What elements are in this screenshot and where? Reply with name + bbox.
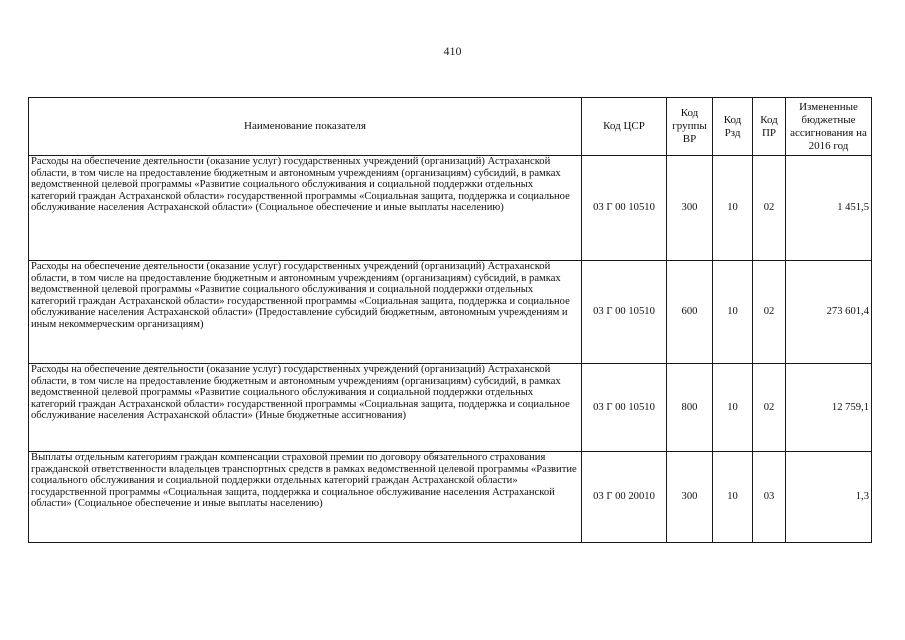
header-vr: Код группы ВР [667,98,713,156]
row-vr: 800 [667,364,713,452]
row-csr: 03 Г 00 10510 [582,261,667,364]
row-amount: 1,3 [786,452,872,543]
row-pr: 02 [753,364,786,452]
header-rzd: Код Рзд [713,98,753,156]
row-amount: 273 601,4 [786,261,872,364]
table-row [29,452,872,543]
row-name: Расходы на обеспечение деятельности (оказание услуг) государственных учреждений (организаций) Астраханской области, в том числе на предоставление бюджетным и автономным учреждениям (организациям) субсидий, в рамках ведомственной целевой программы «Развитие социального обслуживания и социальной поддержки отдельных категорий граждан Астраханской области» государственной программы «Социальная защита, поддержка и социальное обслуживание населения Астраханской области» (Социальное обеспечение и иные выплаты населению) [29,156,582,261]
table-row [29,364,872,452]
budget-table [28,97,872,543]
row-name: Выплаты отдельным категориям граждан компенсации страховой премии по договору обязательного страхования гражданской ответственности владельцев транспортных средств в рамках ведомственной целевой программы «Развитие социального обслуживания и социальной поддержки отдельных категорий граждан Астраханской области» государственной программы «Социальная защита, поддержка и социальное обслуживание населения Астраханской области» (Социальное обеспечение и иные выплаты населению) [29,452,582,543]
table-body [29,156,872,543]
row-vr: 300 [667,156,713,261]
header-pr: Код ПР [753,98,786,156]
page-number: 410 [443,44,462,58]
header-amount: Измененные бюджетные ассигнования на 2016 год [786,98,872,156]
row-rzd: 10 [713,364,753,452]
table-row [29,261,872,364]
row-pr: 02 [753,261,786,364]
row-rzd: 10 [713,261,753,364]
row-vr: 600 [667,261,713,364]
table-header [29,98,872,156]
row-pr: 03 [753,452,786,543]
row-vr: 300 [667,452,713,543]
table-row [29,156,872,261]
row-csr: 03 Г 00 10510 [582,364,667,452]
row-amount: 1 451,5 [786,156,872,261]
row-name: Расходы на обеспечение деятельности (оказание услуг) государственных учреждений (организаций) Астраханской области, в том числе на предоставление бюджетным и автономным учреждениям (организациям) субсидий, в рамках ведомственной целевой программы «Развитие социального обслуживания и социальной поддержки отдельных категорий граждан Астраханской области» государственной программы «Социальная защита, поддержка и социальное обслуживание населения Астраханской области» (Предоставление субсидий бюджетным, автономным учреждениям и иным некоммерческим организациям) [29,261,582,364]
header-row [29,98,872,156]
header-name: Наименование показателя [29,98,582,156]
row-name: Расходы на обеспечение деятельности (оказание услуг) государственных учреждений (организаций) Астраханской области, в том числе на предоставление бюджетным и автономным учреждениям (организациям) субсидий, в рамках ведомственной целевой программы «Развитие социального обслуживания и социальной поддержки отдельных категорий граждан Астраханской области» государственной программы «Социальная защита, поддержка и социальное обслуживание населения Астраханской области» (Иные бюджетные ассигнования) [29,364,582,452]
row-rzd: 10 [713,452,753,543]
row-pr: 02 [753,156,786,261]
header-csr: Код ЦСР [582,98,667,156]
row-rzd: 10 [713,156,753,261]
row-csr: 03 Г 00 20010 [582,452,667,543]
row-csr: 03 Г 00 10510 [582,156,667,261]
row-amount: 12 759,1 [786,364,872,452]
